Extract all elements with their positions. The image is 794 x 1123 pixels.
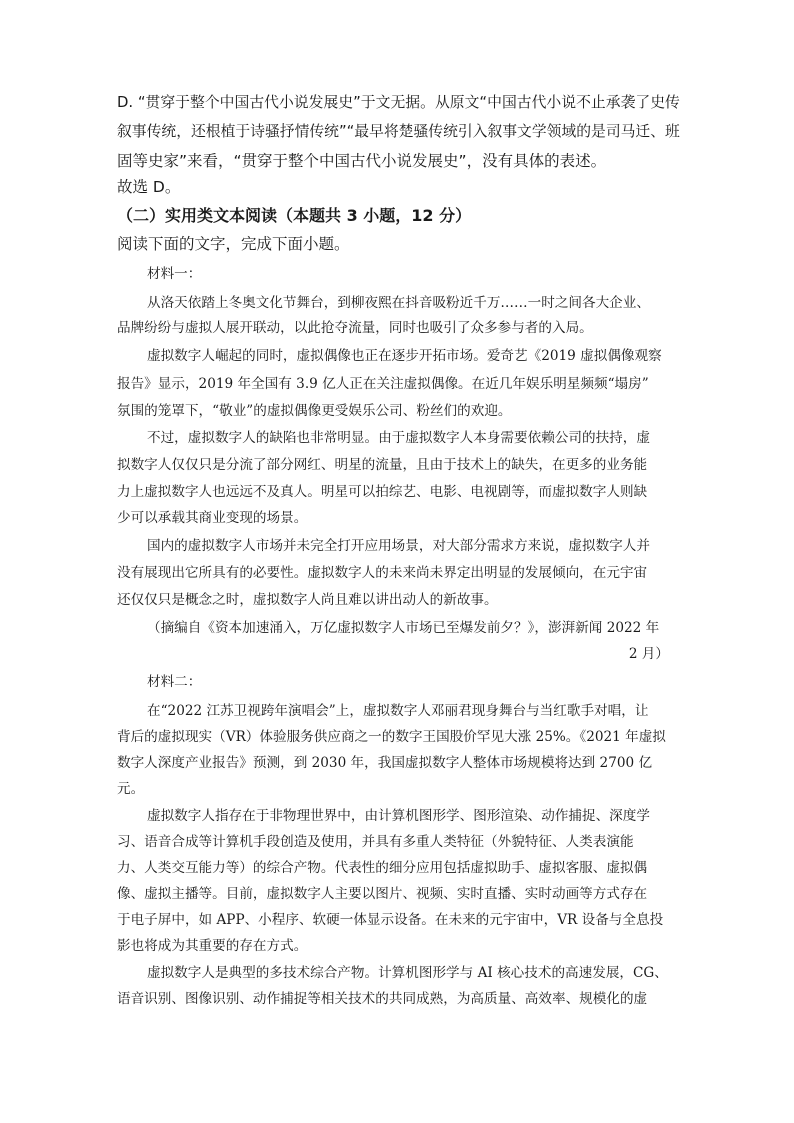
paragraph-line: 力上虚拟数字人也远远不及真人。明星可以拍综艺、电影、电视剧等，而虚拟数字人则缺	[117, 484, 648, 500]
section-title: （二）实用类文本阅读（本题共 3 小题，12 分）	[117, 206, 472, 225]
answer-line: 叙事传统，还根植于诗骚抒情传统”“最早将楚骚传统引入叙事文学领域的是司马迁、班	[117, 123, 680, 140]
paragraph-line: 习、语音合成等计算机手段创造及使用，并具有多重人类特征（外貌特征、人类表演能	[117, 834, 634, 850]
answer-line: D. “贯穿于整个中国古代小说发展史”于文无据。从原文“中国古代小说不止承袭了史传	[117, 94, 680, 111]
paragraph-line: 虚拟数字人是典型的多技术综合产物。计算机图形学与 AI 核心技术的高速发展，CG、	[147, 965, 668, 981]
paragraph-line: 元。	[117, 781, 145, 797]
paragraph-line: 影也将成为其重要的存在方式。	[117, 938, 308, 954]
paragraph-line: 还仅仅只是概念之时，虚拟数字人尚且难以讲出动人的新故事。	[117, 592, 498, 608]
paragraph-line: 在“2022 江苏卫视跨年演唱会”上，虚拟数字人邓丽君现身舞台与当红歌手对唱，让	[147, 703, 649, 719]
paragraph-line: 于电子屏中，如 APP、小程序、软硬一体显示设备。在未来的元宇宙中，VR 设备与全息投	[117, 912, 664, 928]
answer-choice: 故选 D。	[117, 178, 181, 196]
paragraph-line: 虚拟数字人崛起的同时，虚拟偶像也正在逐步开拓市场。爱奇艺《2019 虚拟偶像观察	[147, 348, 662, 364]
section-instruction: 阅读下面的文字，完成下面小题。	[117, 235, 350, 253]
paragraph-line: 虚拟数字人指存在于非物理世界中，由计算机图形学、图形渲染、动作捕捉、深度学	[147, 808, 650, 824]
paragraph-line: 像、虚拟主播等。目前，虚拟数字人主要以图片、视频、实时直播、实时动画等方式存在	[117, 886, 648, 902]
paragraph-line: 数字人深度产业报告》预测，到 2030 年，我国虚拟数字人整体市场规模将达到 2700 亿	[117, 755, 653, 771]
paragraph-line: 从洛天依踏上冬奥文化节舞台，到柳夜熙在抖音吸粉近千万……一时之间各大企业、	[147, 295, 650, 311]
paragraph-line: 没有展现出它所具有的必要性。虚拟数字人的未来尚未界定出明显的发展倾向，在元宇宙	[117, 565, 648, 581]
material1-label: 材料一：	[147, 266, 202, 282]
paragraph-line: 拟数字人仅仅只是分流了部分网红、明星的流量，且由于技术上的缺失，在更多的业务能	[117, 457, 648, 473]
paragraph-line: 力、人类交互能力等）的综合产物。代表性的细分应用包括虚拟助手、虚拟客服、虚拟偶	[117, 860, 648, 876]
paragraph-line: 国内的虚拟数字人市场并未完全打开应用场景，对大部分需求方来说，虚拟数字人并	[147, 538, 650, 554]
answer-line: 固等史家”来看，“贯穿于整个中国古代小说发展史”，没有具体的表述。	[117, 152, 607, 170]
paragraph-line: 背后的虚拟现实（VR）体验服务供应商之一的数字王国股价罕见大涨 25%。《2021 年虚拟	[117, 729, 666, 745]
paragraph-line: 报告》显示，2019 年全国有 3.9 亿人正在关注虚拟偶像。在近几年娱乐明星频频“塌房”	[117, 376, 649, 392]
paragraph-line: 不过，虚拟数字人的缺陷也非常明显。由于虚拟数字人本身需要依赖公司的扶持，虚	[147, 430, 650, 446]
paragraph-line: 少可以承载其商业变现的场景。	[117, 510, 308, 526]
paragraph-line: 品牌纷纷与虚拟人展开联动，以此抢夺流量，同时也吸引了众多参与者的入局。	[117, 320, 593, 336]
paragraph-line: 氛围的笼罩下，“敬业”的虚拟偶像更受娱乐公司、粉丝们的欢迎。	[117, 403, 512, 419]
material2-label: 材料二：	[147, 674, 202, 690]
source-citation: （摘编自《资本加速涌入，万亿虚拟数字人市场已至爆发前夕？》，澎湃新闻 2022 年	[147, 620, 660, 636]
paragraph-line: 语音识别、图像识别、动作捕捉等相关技术的共同成熟，为高质量、高效率、规模化的虚	[117, 991, 648, 1007]
source-citation: 2 月）	[628, 646, 669, 662]
